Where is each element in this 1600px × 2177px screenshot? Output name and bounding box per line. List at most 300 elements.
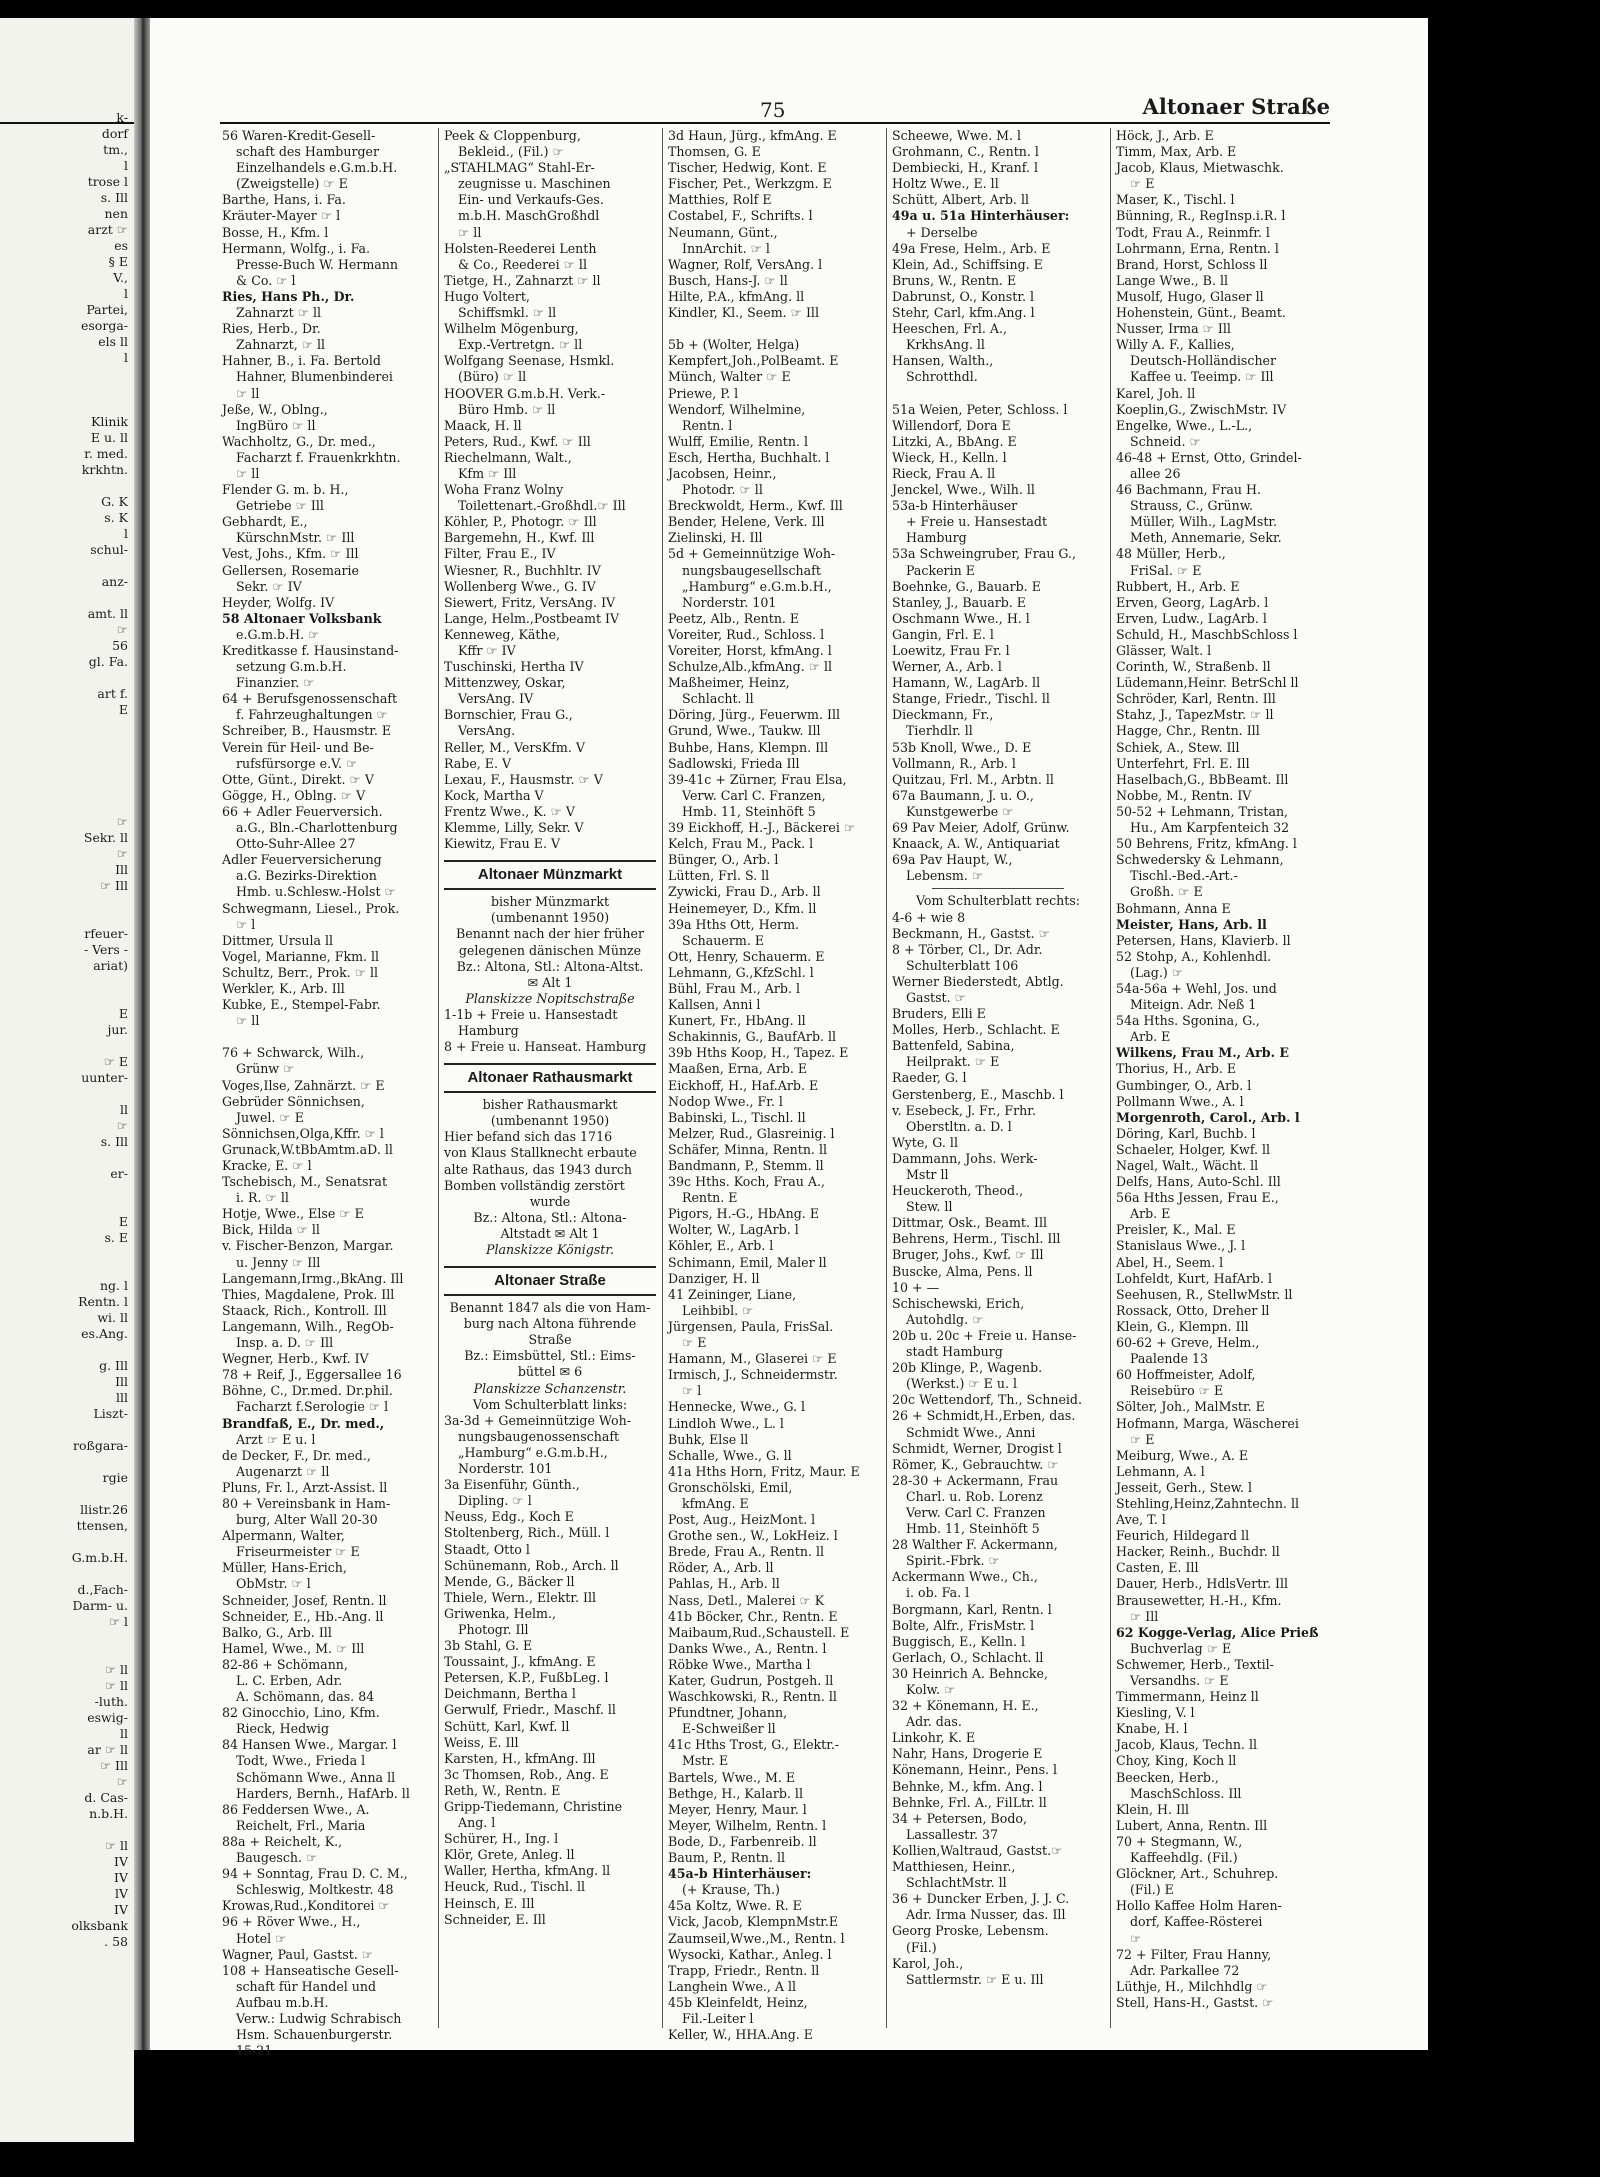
entry-line: Kiewitz, Frau E. V	[444, 836, 561, 852]
entry-line: Heyder, Wolfg. IV	[222, 594, 335, 610]
fragment-line: . 58	[104, 1934, 128, 1949]
entry-line: SchlachtMstr. ll	[906, 1875, 1007, 1891]
entry-line: Lubert, Anna, Rentn. Ill	[1116, 1817, 1268, 1833]
entry-line: 46 Bachmann, Frau H.	[1116, 482, 1262, 498]
entry-line: Post, Aug., HeizMont. l	[668, 1512, 816, 1528]
entry-line: 76 + Schwarck, Wilh.,	[222, 1045, 365, 1061]
fragment-line	[0, 766, 134, 782]
entry-line: Meister, Hans, Arb. ll	[1116, 916, 1267, 932]
entry-line: 8 + Törber, Cl., Dr. Adr.	[892, 941, 1043, 957]
previous-page-header-rule	[0, 122, 134, 124]
fragment-line: Darm- u.	[72, 1598, 128, 1613]
entry-line: Vogel, Marianne, Fkm. ll	[222, 948, 380, 964]
street-note: Benannt nach der hier früher	[456, 926, 644, 942]
fragment-line: arzt ☞	[87, 222, 128, 237]
entry-line: Grothe sen., W., LokHeiz. l	[668, 1528, 838, 1544]
column-rule-1	[438, 128, 439, 2028]
column-4	[892, 128, 1104, 2038]
entry-line: 54a Hths. Sgonina, G.,	[1116, 1013, 1260, 1029]
fragment-line	[0, 590, 134, 606]
entry-line: Köhler, P., Photogr. ☞ Ill	[444, 514, 597, 530]
entry-line: Battenfeld, Sabina,	[892, 1038, 1015, 1054]
entry-line: Grund, Wwe., Taukw. Ill	[668, 723, 821, 739]
entry-line: 41 Zeininger, Liane,	[668, 1286, 797, 1302]
entry-line: 20b u. 20c + Freie u. Hanse-	[892, 1327, 1077, 1343]
entry-line: Werkler, K., Arb. Ill	[222, 980, 345, 996]
entry-line: Schneider, E., Hb.-Ang. ll	[222, 1608, 384, 1624]
entry-line: Wulff, Emilie, Rentn. l	[668, 433, 809, 449]
entry-line: Raeder, G. l	[892, 1070, 967, 1086]
entry-line: (Zweigstelle) ☞ E	[236, 176, 348, 192]
street-note: wurde	[529, 1193, 571, 1209]
entry-line: Schneid. ☞	[1130, 433, 1201, 449]
entry-line: Ries, Herb., Dr.	[222, 321, 321, 337]
entry-line: Schulterblatt 106	[906, 957, 1019, 973]
entry-line: Wagner, Paul, Gastst. ☞	[222, 1946, 374, 1962]
entry-line: Lüthje, H., Milchhdlg ☞	[1116, 1978, 1268, 1994]
entry-line: Breckwoldt, Herm., Kwf. Ill	[668, 498, 843, 514]
entry-line: Stange, Friedr., Tischl. ll	[892, 691, 1050, 707]
fragment-line: Rentn. l	[78, 1294, 128, 1309]
fragment-line: k-	[116, 110, 128, 125]
entry-line: Zaumseil,Wwe.,M., Rentn. l	[668, 1930, 845, 1946]
entry-line: Kempfert,Joh.,PolBeamt. E	[668, 353, 839, 369]
entry-line: Wiesner, R., Buchhltr. IV	[444, 562, 601, 578]
entry-line: Grohmann, C., Rentn. l	[892, 144, 1039, 160]
entry-line: Dauer, Herb., HdlsVertr. Ill	[1116, 1576, 1289, 1592]
entry-line: Finanzier. ☞	[236, 675, 315, 691]
directory-page	[0, 18, 1428, 2059]
entry-line: Schütt, Albert, Arb. ll	[892, 192, 1029, 208]
entry-line: Zahnarzt ☞ ll	[236, 305, 322, 321]
fragment-line: ar ☞ ll	[87, 1742, 128, 1757]
fragment-line: ☞ ll	[104, 1838, 128, 1853]
fragment-line	[0, 1566, 134, 1582]
entry-line: Bomben vollständig zerstört	[444, 1177, 625, 1193]
fragment-line	[0, 1534, 134, 1550]
entry-line: Mittenzwey, Oskar,	[444, 675, 566, 691]
entry-line: Vick, Jacob, KlempnMstr.E	[668, 1914, 839, 1930]
entry-line: Stanley, J., Bauarb. E	[892, 594, 1026, 610]
entry-line: Babinski, L., Tischl. ll	[668, 1109, 806, 1125]
entry-line: „Hamburg“ e.G.m.b.H.,	[458, 1444, 608, 1460]
entry-line: MaschSchloss. Ill	[1130, 1785, 1242, 1801]
fragment-line	[0, 1486, 134, 1502]
entry-line: 39b Hths Koop, H., Tapez. E	[668, 1045, 849, 1061]
entry-line: Oberstltn. a. D. l	[906, 1118, 1012, 1134]
entry-line: Morgenroth, Carol., Arb. l	[1116, 1109, 1300, 1125]
entry-line: Klein, H. Ill	[1116, 1801, 1190, 1817]
entry-line: Kracke, E. ☞ l	[222, 1158, 312, 1173]
entry-line: Holtz Wwe., E. ll	[892, 176, 999, 192]
entry-line: Thomsen, G. E	[668, 144, 761, 160]
entry-line: E-Schweißer ll	[682, 1721, 776, 1737]
entry-line: Costabel, F., Schrifts. l	[668, 208, 813, 224]
entry-line: Lütten, Frl. S. ll	[668, 868, 770, 884]
entry-line: Wollenberg Wwe., G. IV	[444, 578, 596, 594]
entry-line: zeugnisse u. Maschinen	[458, 176, 611, 192]
entry-line: Pollmann Wwe., A. l	[1116, 1093, 1244, 1109]
entry-line: nungsbaugenossenschaft	[458, 1428, 620, 1444]
fragment-line	[0, 1454, 134, 1470]
fragment-line: ☞ Ill	[99, 1758, 128, 1773]
entry-line: Heilprakt. ☞ E	[906, 1054, 1000, 1070]
entry-line: Charl. u. Rob. Lorenz	[906, 1488, 1043, 1504]
entry-line: A. Schömann, das. 84	[236, 1689, 375, 1705]
entry-line: Schreiber, B., Hausmstr. E	[222, 723, 392, 739]
entry-line: Bartels, Wwe., M. E	[668, 1769, 796, 1785]
entry-line: (Fil.) E	[1130, 1882, 1174, 1898]
entry-line: Hansen, Walth.,	[892, 353, 994, 369]
street-note: Benannt 1847 als die von Ham-	[449, 1300, 651, 1316]
plan-reference: Planskizze Nopitschstraße	[465, 990, 635, 1006]
entry-line: Verw. Carl C. Franzen	[906, 1504, 1046, 1520]
fragment-line: s. Ill	[100, 190, 128, 205]
entry-line: Buscke, Alma, Pens. ll	[892, 1263, 1033, 1279]
entry-line: Getriebe ☞ Ill	[236, 498, 324, 514]
entry-line: Gerstenberg, E., Maschb. l	[892, 1086, 1064, 1102]
entry-line: Petersen, Hans, Klavierb. ll	[1116, 932, 1291, 948]
entry-line: Schröder, Karl, Rentn. Ill	[1116, 691, 1276, 707]
entry-line: 46-48 + Ernst, Otto, Grindel-	[1116, 449, 1302, 465]
entry-line: Langhein Wwe., A ll	[668, 1978, 797, 1994]
entry-line: ☞ ll	[458, 224, 482, 240]
fragment-line: lV	[114, 1886, 128, 1901]
entry-line: Ein- und Verkaufs-Ges.	[458, 192, 604, 208]
fragment-line: d.,Fach-	[77, 1582, 128, 1597]
entry-line: Preisler, K., Mal. E	[1116, 1222, 1236, 1238]
fragment-line	[0, 1422, 134, 1438]
entry-line: 32 + Könemann, H. E.,	[892, 1698, 1039, 1714]
entry-line: Toussaint, J., kfmAng. E	[444, 1654, 596, 1670]
entry-line: Rubbert, H., Arb. E	[1116, 578, 1240, 594]
fragment-line	[0, 478, 134, 494]
entry-line: 49a Frese, Helm., Arb. E	[892, 240, 1051, 256]
entry-line: Neuss, Edg., Koch E	[444, 1509, 574, 1525]
fragment-line	[0, 1646, 134, 1662]
entry-line: Kenneweg, Käthe,	[444, 626, 561, 642]
entry-line: 28-30 + Ackermann, Frau	[892, 1472, 1059, 1488]
entry-line: Reisebüro ☞ E	[1130, 1383, 1224, 1399]
entry-line: Kock, Martha V	[444, 787, 544, 803]
entry-line: Lohfeldt, Kurt, HafArb. l	[1116, 1270, 1273, 1286]
entry-line: Meiburg, Wwe., A. E	[1116, 1447, 1249, 1463]
entry-line: Bandmann, P., Stemm. ll	[668, 1158, 824, 1173]
fragment-line: esorga-	[81, 318, 128, 333]
entry-line: setzung G.m.b.H.	[236, 659, 347, 675]
entry-line: Lüdemann,Heinr. BetrSchl ll	[1116, 675, 1299, 691]
entry-line: Fil.-Leiter l	[682, 2010, 754, 2026]
fragment-line: ll	[120, 1726, 128, 1741]
entry-line: Thorius, H., Arb. E	[1116, 1061, 1237, 1077]
entry-line: Koeplin,G., ZwischMstr. IV	[1116, 401, 1287, 417]
entry-line: Döring, Jürg., Feuerwm. Ill	[668, 707, 841, 723]
entry-line: Todt, Wwe., Frieda l	[236, 1753, 366, 1769]
entry-line: VersAng.	[458, 723, 516, 739]
entry-line: Eickhoff, H., Haf.Arb. E	[668, 1077, 819, 1093]
fragment-line: 56	[112, 638, 128, 653]
fragment-line: rfeuer-	[84, 926, 128, 941]
entry-line	[892, 386, 1104, 402]
fragment-line: IV	[114, 1902, 128, 1917]
entry-line: Griwenka, Helm.,	[444, 1605, 557, 1621]
entry-line: Hu., Am Karpfenteich 32	[1130, 820, 1290, 836]
entry-line: Hacker, Reinh., Buchdr. ll	[1116, 1544, 1280, 1560]
entry-line: Otto-Suhr-Allee 27	[236, 836, 356, 852]
entry-line: Esch, Hertha, Buchhalt. l	[668, 449, 830, 465]
entry-line	[222, 1029, 432, 1045]
entry-line: Meyer, Wilhelm, Rentn. l	[668, 1817, 827, 1833]
entry-line: Römer, K., Gebrauchtw. ☞	[892, 1456, 1059, 1472]
entry-line: Waller, Hertha, kfmAng. ll	[444, 1863, 611, 1879]
entry-line: Kollien,Waltraud, Gastst.☞	[892, 1842, 1063, 1858]
plan-reference: Planskizze Schanzenstr.	[473, 1380, 627, 1396]
entry-line: IngBüro ☞ ll	[236, 417, 316, 433]
entry-line: f. Fahrzeughaltungen ☞	[236, 707, 388, 723]
entry-line: Miteign. Adr. Neß 1	[1130, 997, 1257, 1013]
fragment-line: Liszt-	[93, 1406, 128, 1421]
entry-line: Hennecke, Wwe., G. l	[668, 1399, 806, 1415]
book-gutter	[134, 18, 150, 2050]
entry-line: Brandfaß, E., Dr. med.,	[222, 1415, 385, 1431]
entry-line: Hermann, Wolfg., i. Fa.	[222, 240, 370, 256]
entry-line: schaft für Handel und	[236, 1978, 377, 1994]
entry-line: Klein, Ad., Schiffsing. E	[892, 256, 1043, 272]
entry-line: Bargemehn, H., Kwf. Ill	[444, 530, 595, 546]
fragment-line: l	[124, 526, 128, 541]
entry-line: 26 + Schmidt,H.,Erben, das.	[892, 1408, 1076, 1424]
entry-line: Gögge, H., Oblng. ☞ V	[222, 787, 366, 803]
entry-line: Arb. E	[1130, 1206, 1171, 1222]
entry-line: dorf, Kaffee-Rösterei	[1130, 1914, 1263, 1930]
entry-line: Jacob, Klaus, Techn. ll	[1116, 1737, 1257, 1753]
entry-line: Rossack, Otto, Dreher ll	[1116, 1302, 1270, 1318]
entry-line: 56 Waren-Kredit-Gesell-	[222, 128, 376, 143]
fragment-line	[0, 1342, 134, 1358]
fragment-line	[0, 750, 134, 766]
entry-line: Rieck, Frau A. ll	[892, 465, 996, 481]
entry-line: Baugesch. ☞	[236, 1850, 318, 1866]
entry-line: Wyte, G. ll	[892, 1134, 958, 1150]
entry-line: Großh. ☞ E	[1130, 884, 1203, 900]
entry-line: Matthiesen, Heinr.,	[892, 1859, 1016, 1875]
entry-line: Facharzt f. Frauenkrkhtn.	[236, 449, 401, 465]
entry-line: 39 Eickhoff, H.-J., Bäckerei ☞	[668, 820, 856, 836]
entry-line: 49a u. 51a Hinterhäuser:	[892, 208, 1070, 224]
entry-line: Siewert, Fritz, VersAng. IV	[444, 594, 616, 610]
entry-line: Reth, W., Rentn. E	[444, 1782, 561, 1798]
entry-line: Lebensm. ☞	[906, 868, 984, 884]
entry-line: i. R. ☞ ll	[236, 1190, 289, 1206]
entry-line: 67a Baumann, J. u. O.,	[892, 787, 1034, 803]
fragment-line	[0, 670, 134, 686]
fragment-line	[0, 366, 134, 382]
entry-line: Ott, Henry, Schauerm. E	[668, 948, 825, 964]
entry-line: Bender, Helene, Verk. Ill	[668, 514, 825, 530]
entry-line: Tietge, H., Zahnarzt ☞ ll	[444, 272, 601, 288]
entry-line: Zywicki, Frau D., Arb. ll	[668, 884, 821, 900]
entry-line: Linkohr, K. E	[892, 1730, 976, 1746]
entry-line: Stell, Hans-H., Gastst. ☞	[1116, 1994, 1274, 2010]
fragment-line: E	[118, 1006, 128, 1021]
entry-line: alte Rathaus, das 1943 durch	[444, 1161, 633, 1177]
entry-line: Hagge, Chr., Rentn. Ill	[1116, 723, 1260, 739]
fragment-line: ☞ E	[103, 1054, 128, 1069]
fragment-line	[0, 1086, 134, 1102]
fragment-line: eswig-	[87, 1710, 128, 1725]
fragment-line: llistr.26	[80, 1502, 128, 1517]
fragment-line	[0, 798, 134, 814]
entry-line	[668, 321, 880, 337]
entry-line: Aufbau m.b.H.	[236, 1994, 329, 2010]
entry-line: Scheewe, Wwe. M. l	[892, 128, 1022, 143]
entry-line: Röbke Wwe., Martha l	[668, 1656, 811, 1672]
fragment-line: l	[124, 350, 128, 365]
entry-line: 15-21	[236, 2043, 273, 2059]
entry-line: 20b Klinge, P., Wagenb.	[892, 1360, 1043, 1376]
entry-line: kfmAng. E	[682, 1495, 749, 1511]
fragment-line: es.Ang.	[81, 1326, 128, 1341]
entry-line: burg, Alter Wall 20-30	[236, 1512, 378, 1528]
entry-line: Bohmann, Anna E	[1116, 900, 1231, 916]
entry-line: Meyer, Henry, Maur. l	[668, 1801, 807, 1817]
entry-line: Langemann, Wilh., RegOb-	[222, 1318, 394, 1334]
street-note: Bz.: Eimsbüttel, Stl.: Eims-	[464, 1348, 636, 1364]
entry-line: 53a Schweingruber, Frau G.,	[892, 546, 1077, 562]
entry-line: Kunstgewerbe ☞	[906, 803, 1014, 819]
entry-line: Filter, Frau E., IV	[444, 546, 556, 562]
fragment-line: els ll	[98, 334, 128, 349]
entry-line: Kelch, Frau M., Pack. l	[668, 836, 814, 852]
fragment-line: lll	[116, 1390, 128, 1405]
entry-line: + Derselbe	[906, 224, 978, 240]
entry-line: Hotel ☞	[236, 1930, 287, 1946]
entry-line: Gripp-Tiedemann, Christine	[444, 1799, 623, 1814]
street-note: burg nach Altona führende	[463, 1316, 637, 1332]
entry-line: Hahner, B., i. Fa. Bertold	[222, 353, 381, 369]
fragment-line: l	[124, 286, 128, 301]
fragment-line: E u. ll	[90, 430, 128, 445]
fragment-line: uunter-	[81, 1070, 128, 1085]
entry-line: Nahr, Hans, Drogerie E	[892, 1746, 1043, 1762]
entry-line: Bick, Hilda ☞ ll	[222, 1222, 320, 1238]
entry-line: Büro Hmb. ☞ ll	[458, 401, 556, 417]
street-note: Vom Schulterblatt links:	[472, 1396, 628, 1412]
entry-line: 84 Hansen Wwe., Margar. l	[222, 1737, 397, 1753]
scan-border-top	[0, 0, 1600, 18]
entry-line: ☞ Ill	[1130, 1608, 1159, 1624]
entry-line: 66 + Adler Feuerversich.	[222, 803, 383, 819]
entry-line: Musolf, Hugo, Glaser ll	[1116, 288, 1264, 304]
entry-line: Nusser, Irma ☞ Ill	[1116, 321, 1231, 337]
entry-line: Danks Wwe., A., Rentn. l	[668, 1640, 827, 1656]
entry-line: Priewe, P. l	[668, 385, 739, 401]
fragment-line: s. K	[104, 510, 128, 525]
entry-line: 60 Hoffmeister, Adolf,	[1116, 1367, 1256, 1383]
column-5	[1116, 128, 1330, 2038]
fragment-line	[0, 1262, 134, 1278]
entry-line: Flender G. m. b. H.,	[222, 482, 349, 498]
entry-line: 41a Hths Horn, Fritz, Maur. E	[668, 1463, 860, 1479]
entry-line: 82 Ginocchio, Lino, Kfm.	[222, 1705, 380, 1721]
entry-line: Mende, G., Bäcker ll	[444, 1573, 575, 1589]
entry-line: Lange, Helm.,Postbeamt IV	[444, 610, 620, 626]
entry-line: Schaeler, Holger, Kwf. ll	[1116, 1141, 1271, 1157]
entry-line: Schiek, A., Stew. Ill	[1116, 739, 1240, 755]
street-note: Bz.: Altona, Stl.: Altona-	[473, 1209, 627, 1225]
entry-line: Heuck, Rud., Tischl. ll	[444, 1879, 586, 1895]
entry-line: Voges,Ilse, Zahnärzt. ☞ E	[222, 1077, 385, 1093]
entry-line: 3a Eisenführ, Günth.,	[444, 1477, 580, 1493]
entry-line: Leihbibl. ☞	[682, 1302, 754, 1318]
entry-line: Adr. Irma Nusser, das. Ill	[906, 1907, 1066, 1923]
fragment-line: IV	[114, 1870, 128, 1885]
fragment-line: r. med.	[84, 446, 128, 461]
fragment-line: g. Ill	[99, 1358, 128, 1373]
entry-line: 10 + —	[892, 1279, 940, 1295]
entry-line: Weiss, E. Ill	[444, 1734, 519, 1750]
entry-line: Schleswig, Moltkestr. 48	[236, 1882, 394, 1898]
entry-line: Stahz, J., TapezMstr. ☞ ll	[1116, 707, 1274, 723]
fragment-line: E	[118, 1214, 128, 1229]
entry-line: Sönnichsen,Olga,Kffr. ☞ l	[222, 1125, 384, 1141]
entry-line: Münch, Walter ☞ E	[668, 369, 791, 385]
entry-line: 58 Altonaer Volksbank	[222, 610, 382, 626]
fragment-line	[0, 718, 134, 734]
fragment-line: er-	[110, 1166, 128, 1181]
entry-line: Reichelt, Frl., Maria	[236, 1817, 366, 1833]
entry-line: Wagner, Rolf, VersAng. l	[668, 256, 823, 272]
entry-line: ☞ E	[1130, 176, 1155, 192]
entry-line: 53a-b Hinterhäuser	[892, 498, 1018, 514]
entry-line: Peters, Rud., Kwf. ☞ Ill	[444, 433, 591, 449]
fragment-line	[0, 1630, 134, 1646]
entry-line: Willy A. F., Kallies,	[1116, 337, 1235, 353]
entry-line: Norderstr. 101	[682, 594, 777, 610]
entry-line: Gerlach, O., Schlacht. ll	[892, 1649, 1044, 1665]
entry-line: Friseurmeister ☞ E	[236, 1544, 360, 1560]
entry-line: Einzelhandels e.G.m.b.H.	[236, 160, 398, 176]
entry-line: Schütt, Karl, Kwf. ll	[444, 1718, 570, 1734]
entry-line: Zahnarzt, ☞ ll	[236, 337, 326, 353]
entry-line: Ries, Hans Ph., Dr.	[222, 288, 355, 304]
previous-page-fragment	[0, 18, 134, 2142]
fragment-line: Ill	[115, 862, 128, 877]
entry-line: Petersen, K.P., FußbLeg. l	[444, 1670, 609, 1686]
fragment-line	[0, 894, 134, 910]
entry-line: Vest, Johs., Kfm. ☞ Ill	[222, 546, 359, 562]
fragment-line	[0, 398, 134, 414]
entry-line: Nagel, Walt., Wächt. ll	[1116, 1158, 1259, 1173]
entry-line: Behrens, Herm., Tischl. Ill	[892, 1231, 1061, 1247]
entry-line: Maack, H. ll	[444, 417, 522, 433]
entry-line: Rentn. l	[682, 417, 733, 433]
entry-line: Kaffeehdlg. (Fil.)	[1130, 1850, 1238, 1866]
entry-line: Gastst. ☞	[906, 989, 966, 1005]
fragment-line: art f.	[97, 686, 128, 701]
entry-line: 45a Koltz, Wwe. R. E	[668, 1898, 802, 1914]
entry-line: Deichmann, Bertha l	[444, 1686, 576, 1702]
entry-line: Photogr. Ill	[458, 1621, 529, 1637]
fragment-line	[0, 734, 134, 750]
entry-line: Buggisch, E., Kelln. l	[892, 1633, 1026, 1649]
entry-line: Verein für Heil- und Be-	[222, 739, 374, 755]
entry-line: Maser, K., Tischl. l	[1116, 192, 1235, 208]
street-note: (umbenannt 1950)	[490, 1113, 610, 1129]
entry-line: Kreditkasse f. Hausinstand-	[222, 643, 399, 658]
entry-line: ☞ E	[682, 1335, 707, 1351]
entry-line: Dittmar, Osk., Beamt. Ill	[892, 1215, 1048, 1231]
